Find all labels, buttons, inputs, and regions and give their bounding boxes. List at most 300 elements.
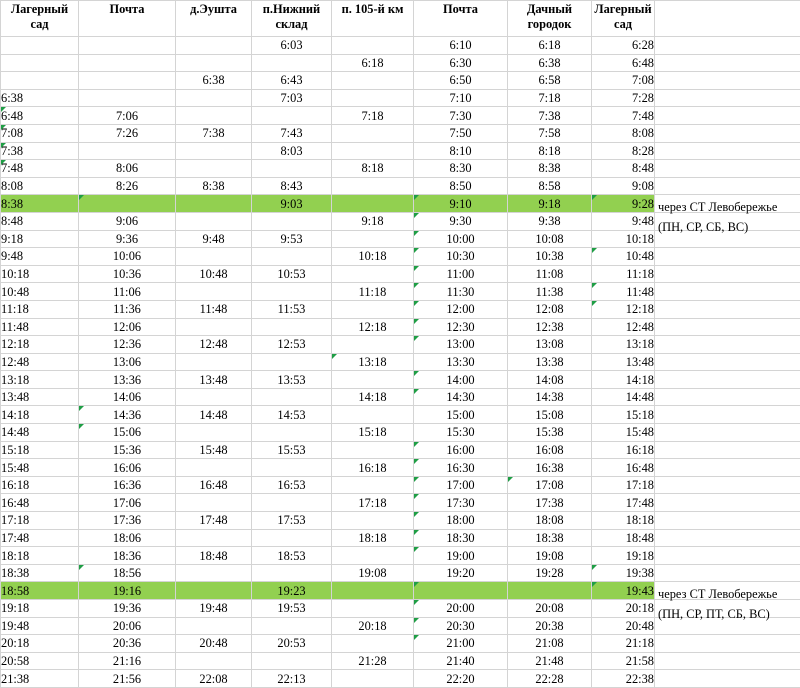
time-cell-pochta[interactable]: 11:36: [79, 300, 176, 318]
time-cell-pochta[interactable]: 12:36: [79, 336, 176, 354]
time-cell-105-km[interactable]: [332, 300, 414, 318]
header-cell-lagerny-sad-2[interactable]: Лагерный сад: [592, 1, 655, 37]
time-cell-lagerny-sad-2[interactable]: 18:18: [592, 512, 655, 530]
time-cell-pochta-2[interactable]: 9:30: [414, 212, 508, 230]
time-cell-lagerny-sad[interactable]: 13:48: [1, 388, 79, 406]
note-cell[interactable]: [655, 336, 800, 354]
time-cell-pochta[interactable]: [79, 89, 176, 107]
time-cell-pochta-2[interactable]: 7:10: [414, 89, 508, 107]
time-cell-nizhny-sklad[interactable]: [252, 459, 332, 477]
time-cell-105-km[interactable]: [332, 72, 414, 90]
time-cell-eushta[interactable]: [176, 160, 252, 178]
time-cell-dachny-gorodok[interactable]: 17:38: [508, 494, 592, 512]
time-cell-pochta-2[interactable]: 10:00: [414, 230, 508, 248]
time-cell-dachny-gorodok[interactable]: 14:08: [508, 371, 592, 389]
time-cell-pochta-2[interactable]: 14:30: [414, 388, 508, 406]
time-cell-lagerny-sad[interactable]: 18:58: [1, 582, 79, 600]
time-cell-dachny-gorodok[interactable]: 18:38: [508, 529, 592, 547]
time-cell-eushta[interactable]: [176, 195, 252, 213]
header-cell-lagerny-sad[interactable]: Лагерный сад: [1, 1, 79, 37]
time-cell-dachny-gorodok[interactable]: 8:38: [508, 160, 592, 178]
time-cell-dachny-gorodok[interactable]: 15:08: [508, 406, 592, 424]
time-cell-dachny-gorodok[interactable]: 20:38: [508, 617, 592, 635]
time-cell-pochta-2[interactable]: 8:50: [414, 177, 508, 195]
time-cell-pochta[interactable]: 15:36: [79, 441, 176, 459]
note-cell[interactable]: [655, 54, 800, 72]
time-cell-105-km[interactable]: 10:18: [332, 248, 414, 266]
time-cell-dachny-gorodok[interactable]: 9:38: [508, 212, 592, 230]
time-cell-lagerny-sad-2[interactable]: 19:43: [592, 582, 655, 600]
note-cell[interactable]: [655, 72, 800, 90]
time-cell-nizhny-sklad[interactable]: 18:53: [252, 547, 332, 565]
time-cell-105-km[interactable]: [332, 124, 414, 142]
time-cell-pochta[interactable]: 17:36: [79, 512, 176, 530]
time-cell-dachny-gorodok[interactable]: 13:08: [508, 336, 592, 354]
time-cell-eushta[interactable]: [176, 142, 252, 160]
time-cell-pochta[interactable]: 8:26: [79, 177, 176, 195]
time-cell-lagerny-sad-2[interactable]: 15:48: [592, 424, 655, 442]
time-cell-105-km[interactable]: 6:18: [332, 54, 414, 72]
time-cell-pochta[interactable]: 7:26: [79, 124, 176, 142]
time-cell-pochta[interactable]: 11:06: [79, 283, 176, 301]
time-cell-lagerny-sad[interactable]: 20:58: [1, 652, 79, 670]
time-cell-nizhny-sklad[interactable]: [252, 353, 332, 371]
time-cell-dachny-gorodok[interactable]: 17:08: [508, 476, 592, 494]
time-cell-pochta-2[interactable]: 6:30: [414, 54, 508, 72]
time-cell-pochta[interactable]: 13:36: [79, 371, 176, 389]
time-cell-lagerny-sad-2[interactable]: 20:18: [592, 600, 655, 618]
note-cell[interactable]: [655, 564, 800, 582]
time-cell-pochta[interactable]: 9:36: [79, 230, 176, 248]
time-cell-eushta[interactable]: [176, 248, 252, 266]
time-cell-eushta[interactable]: 18:48: [176, 547, 252, 565]
time-cell-dachny-gorodok[interactable]: 21:48: [508, 652, 592, 670]
time-cell-pochta-2[interactable]: 9:10: [414, 195, 508, 213]
time-cell-lagerny-sad[interactable]: [1, 37, 79, 55]
time-cell-nizhny-sklad[interactable]: [252, 617, 332, 635]
time-cell-pochta-2[interactable]: [414, 582, 508, 600]
time-cell-dachny-gorodok[interactable]: 22:28: [508, 670, 592, 688]
time-cell-105-km[interactable]: [332, 547, 414, 565]
time-cell-pochta-2[interactable]: 7:30: [414, 107, 508, 125]
time-cell-pochta[interactable]: 17:06: [79, 494, 176, 512]
time-cell-eushta[interactable]: 15:48: [176, 441, 252, 459]
time-cell-eushta[interactable]: [176, 54, 252, 72]
time-cell-pochta-2[interactable]: 18:30: [414, 529, 508, 547]
time-cell-lagerny-sad[interactable]: 19:18: [1, 600, 79, 618]
time-cell-eushta[interactable]: [176, 212, 252, 230]
time-cell-pochta-2[interactable]: 16:30: [414, 459, 508, 477]
time-cell-dachny-gorodok[interactable]: 11:38: [508, 283, 592, 301]
time-cell-dachny-gorodok[interactable]: 16:08: [508, 441, 592, 459]
time-cell-lagerny-sad-2[interactable]: 14:48: [592, 388, 655, 406]
header-cell-pochta[interactable]: Почта: [79, 1, 176, 37]
time-cell-nizhny-sklad[interactable]: [252, 107, 332, 125]
time-cell-eushta[interactable]: [176, 388, 252, 406]
time-cell-lagerny-sad-2[interactable]: 11:18: [592, 265, 655, 283]
time-cell-pochta-2[interactable]: 10:30: [414, 248, 508, 266]
time-cell-nizhny-sklad[interactable]: [252, 54, 332, 72]
time-cell-dachny-gorodok[interactable]: 7:58: [508, 124, 592, 142]
time-cell-105-km[interactable]: [332, 406, 414, 424]
time-cell-nizhny-sklad[interactable]: [252, 564, 332, 582]
time-cell-pochta[interactable]: 16:06: [79, 459, 176, 477]
time-cell-lagerny-sad-2[interactable]: 9:08: [592, 177, 655, 195]
time-cell-eushta[interactable]: 12:48: [176, 336, 252, 354]
time-cell-105-km[interactable]: 14:18: [332, 388, 414, 406]
time-cell-nizhny-sklad[interactable]: 10:53: [252, 265, 332, 283]
time-cell-lagerny-sad-2[interactable]: 12:48: [592, 318, 655, 336]
time-cell-eushta[interactable]: [176, 459, 252, 477]
header-cell-pochta-2[interactable]: Почта: [414, 1, 508, 37]
time-cell-nizhny-sklad[interactable]: [252, 424, 332, 442]
time-cell-pochta[interactable]: [79, 72, 176, 90]
time-cell-pochta[interactable]: 13:06: [79, 353, 176, 371]
time-cell-nizhny-sklad[interactable]: 9:03: [252, 195, 332, 213]
time-cell-lagerny-sad[interactable]: 6:38: [1, 89, 79, 107]
time-cell-pochta[interactable]: [79, 195, 176, 213]
note-cell[interactable]: [655, 406, 800, 424]
time-cell-lagerny-sad[interactable]: 21:38: [1, 670, 79, 688]
time-cell-105-km[interactable]: 20:18: [332, 617, 414, 635]
time-cell-pochta[interactable]: 19:16: [79, 582, 176, 600]
time-cell-dachny-gorodok[interactable]: 6:18: [508, 37, 592, 55]
time-cell-lagerny-sad-2[interactable]: 13:48: [592, 353, 655, 371]
time-cell-pochta[interactable]: 15:06: [79, 424, 176, 442]
time-cell-105-km[interactable]: [332, 177, 414, 195]
time-cell-lagerny-sad[interactable]: 10:18: [1, 265, 79, 283]
time-cell-lagerny-sad[interactable]: 10:48: [1, 283, 79, 301]
time-cell-lagerny-sad-2[interactable]: 20:48: [592, 617, 655, 635]
time-cell-pochta[interactable]: 9:06: [79, 212, 176, 230]
time-cell-eushta[interactable]: [176, 617, 252, 635]
time-cell-lagerny-sad[interactable]: 9:18: [1, 230, 79, 248]
time-cell-lagerny-sad[interactable]: 17:18: [1, 512, 79, 530]
time-cell-lagerny-sad[interactable]: 13:18: [1, 371, 79, 389]
time-cell-eushta[interactable]: 9:48: [176, 230, 252, 248]
time-cell-lagerny-sad-2[interactable]: 10:48: [592, 248, 655, 266]
time-cell-dachny-gorodok[interactable]: 6:58: [508, 72, 592, 90]
time-cell-nizhny-sklad[interactable]: [252, 494, 332, 512]
time-cell-lagerny-sad-2[interactable]: 14:18: [592, 371, 655, 389]
time-cell-dachny-gorodok[interactable]: 12:08: [508, 300, 592, 318]
time-cell-pochta[interactable]: 20:06: [79, 617, 176, 635]
time-cell-nizhny-sklad[interactable]: 20:53: [252, 635, 332, 653]
time-cell-nizhny-sklad[interactable]: [252, 388, 332, 406]
time-cell-eushta[interactable]: [176, 582, 252, 600]
header-cell-eushta[interactable]: д.Эушта: [176, 1, 252, 37]
time-cell-lagerny-sad[interactable]: 18:18: [1, 547, 79, 565]
time-cell-eushta[interactable]: [176, 494, 252, 512]
time-cell-105-km[interactable]: 9:18: [332, 212, 414, 230]
time-cell-105-km[interactable]: [332, 476, 414, 494]
time-cell-nizhny-sklad[interactable]: 12:53: [252, 336, 332, 354]
time-cell-nizhny-sklad[interactable]: [252, 652, 332, 670]
time-cell-eushta[interactable]: 22:08: [176, 670, 252, 688]
time-cell-dachny-gorodok[interactable]: 19:08: [508, 547, 592, 565]
time-cell-pochta-2[interactable]: 14:00: [414, 371, 508, 389]
time-cell-105-km[interactable]: [332, 635, 414, 653]
time-cell-105-km[interactable]: 11:18: [332, 283, 414, 301]
time-cell-105-km[interactable]: [332, 441, 414, 459]
time-cell-dachny-gorodok[interactable]: 14:38: [508, 388, 592, 406]
time-cell-pochta-2[interactable]: 8:10: [414, 142, 508, 160]
note-cell[interactable]: [655, 318, 800, 336]
time-cell-nizhny-sklad[interactable]: [252, 318, 332, 336]
time-cell-eushta[interactable]: [176, 652, 252, 670]
note-cell[interactable]: [655, 494, 800, 512]
note-cell[interactable]: [655, 371, 800, 389]
time-cell-nizhny-sklad[interactable]: [252, 212, 332, 230]
note-cell[interactable]: [655, 353, 800, 371]
time-cell-eushta[interactable]: 11:48: [176, 300, 252, 318]
time-cell-nizhny-sklad[interactable]: 14:53: [252, 406, 332, 424]
time-cell-dachny-gorodok[interactable]: 16:38: [508, 459, 592, 477]
time-cell-105-km[interactable]: [332, 195, 414, 213]
time-cell-lagerny-sad-2[interactable]: 7:28: [592, 89, 655, 107]
time-cell-pochta[interactable]: 12:06: [79, 318, 176, 336]
time-cell-lagerny-sad-2[interactable]: 9:48: [592, 212, 655, 230]
time-cell-lagerny-sad-2[interactable]: 6:28: [592, 37, 655, 55]
time-cell-pochta-2[interactable]: 15:00: [414, 406, 508, 424]
time-cell-eushta[interactable]: [176, 353, 252, 371]
time-cell-lagerny-sad-2[interactable]: 17:18: [592, 476, 655, 494]
time-cell-lagerny-sad-2[interactable]: 19:38: [592, 564, 655, 582]
time-cell-nizhny-sklad[interactable]: 16:53: [252, 476, 332, 494]
time-cell-nizhny-sklad[interactable]: 17:53: [252, 512, 332, 530]
time-cell-eushta[interactable]: [176, 529, 252, 547]
time-cell-pochta[interactable]: 10:36: [79, 265, 176, 283]
time-cell-105-km[interactable]: 19:08: [332, 564, 414, 582]
note-cell[interactable]: [655, 124, 800, 142]
time-cell-pochta[interactable]: 21:56: [79, 670, 176, 688]
time-cell-eushta[interactable]: 20:48: [176, 635, 252, 653]
note-cell[interactable]: [655, 424, 800, 442]
time-cell-lagerny-sad[interactable]: [1, 72, 79, 90]
time-cell-lagerny-sad-2[interactable]: 18:48: [592, 529, 655, 547]
note-cell[interactable]: [655, 547, 800, 565]
time-cell-105-km[interactable]: [332, 336, 414, 354]
time-cell-lagerny-sad[interactable]: 7:08: [1, 124, 79, 142]
time-cell-105-km[interactable]: [332, 582, 414, 600]
time-cell-105-km[interactable]: 18:18: [332, 529, 414, 547]
time-cell-105-km[interactable]: [332, 600, 414, 618]
time-cell-lagerny-sad-2[interactable]: 16:18: [592, 441, 655, 459]
time-cell-pochta-2[interactable]: 17:00: [414, 476, 508, 494]
note-cell[interactable]: [655, 177, 800, 195]
time-cell-105-km[interactable]: [332, 37, 414, 55]
time-cell-lagerny-sad[interactable]: 15:48: [1, 459, 79, 477]
time-cell-eushta[interactable]: [176, 318, 252, 336]
time-cell-nizhny-sklad[interactable]: 19:53: [252, 600, 332, 618]
time-cell-lagerny-sad-2[interactable]: 19:18: [592, 547, 655, 565]
time-cell-105-km[interactable]: [332, 265, 414, 283]
time-cell-pochta-2[interactable]: 19:20: [414, 564, 508, 582]
note-cell[interactable]: [655, 283, 800, 301]
note-cell[interactable]: [655, 529, 800, 547]
time-cell-nizhny-sklad[interactable]: [252, 529, 332, 547]
time-cell-pochta-2[interactable]: 18:00: [414, 512, 508, 530]
time-cell-lagerny-sad-2[interactable]: 21:58: [592, 652, 655, 670]
time-cell-eushta[interactable]: 17:48: [176, 512, 252, 530]
time-cell-nizhny-sklad[interactable]: 6:43: [252, 72, 332, 90]
time-cell-pochta-2[interactable]: 22:20: [414, 670, 508, 688]
time-cell-pochta-2[interactable]: 6:10: [414, 37, 508, 55]
time-cell-pochta-2[interactable]: 12:30: [414, 318, 508, 336]
time-cell-lagerny-sad-2[interactable]: 8:28: [592, 142, 655, 160]
time-cell-pochta-2[interactable]: 21:40: [414, 652, 508, 670]
header-cell-nizhny-sklad[interactable]: п.Нижний склад: [252, 1, 332, 37]
time-cell-pochta[interactable]: [79, 54, 176, 72]
header-cell-105-km[interactable]: п. 105-й км: [332, 1, 414, 37]
note-cell[interactable]: [655, 635, 800, 653]
time-cell-lagerny-sad-2[interactable]: 16:48: [592, 459, 655, 477]
time-cell-pochta[interactable]: 19:36: [79, 600, 176, 618]
time-cell-eushta[interactable]: [176, 107, 252, 125]
time-cell-lagerny-sad-2[interactable]: 15:18: [592, 406, 655, 424]
time-cell-pochta-2[interactable]: 13:00: [414, 336, 508, 354]
time-cell-dachny-gorodok[interactable]: 12:38: [508, 318, 592, 336]
time-cell-lagerny-sad-2[interactable]: 12:18: [592, 300, 655, 318]
time-cell-eushta[interactable]: 14:48: [176, 406, 252, 424]
time-cell-lagerny-sad-2[interactable]: 22:38: [592, 670, 655, 688]
time-cell-105-km[interactable]: 13:18: [332, 353, 414, 371]
time-cell-lagerny-sad[interactable]: 20:18: [1, 635, 79, 653]
time-cell-lagerny-sad[interactable]: 11:48: [1, 318, 79, 336]
time-cell-lagerny-sad[interactable]: 14:48: [1, 424, 79, 442]
note-cell[interactable]: [655, 459, 800, 477]
time-cell-105-km[interactable]: [332, 230, 414, 248]
time-cell-lagerny-sad[interactable]: 16:48: [1, 494, 79, 512]
time-cell-pochta[interactable]: 21:16: [79, 652, 176, 670]
time-cell-eushta[interactable]: [176, 564, 252, 582]
time-cell-105-km[interactable]: [332, 670, 414, 688]
time-cell-pochta-2[interactable]: 17:30: [414, 494, 508, 512]
time-cell-105-km[interactable]: 12:18: [332, 318, 414, 336]
time-cell-nizhny-sklad[interactable]: [252, 160, 332, 178]
time-cell-eushta[interactable]: [176, 283, 252, 301]
note-cell[interactable]: [655, 476, 800, 494]
time-cell-pochta[interactable]: 14:06: [79, 388, 176, 406]
time-cell-eushta[interactable]: 13:48: [176, 371, 252, 389]
time-cell-pochta[interactable]: 14:36: [79, 406, 176, 424]
time-cell-dachny-gorodok[interactable]: 13:38: [508, 353, 592, 371]
time-cell-105-km[interactable]: [332, 142, 414, 160]
note-cell[interactable]: [655, 670, 800, 688]
note-cell[interactable]: [655, 265, 800, 283]
note-cell[interactable]: [655, 89, 800, 107]
time-cell-105-km[interactable]: [332, 89, 414, 107]
note-cell[interactable]: [655, 37, 800, 55]
time-cell-105-km[interactable]: 15:18: [332, 424, 414, 442]
note-cell[interactable]: [655, 142, 800, 160]
route-note-cell[interactable]: [655, 195, 800, 213]
time-cell-lagerny-sad-2[interactable]: 10:18: [592, 230, 655, 248]
note-cell[interactable]: [655, 652, 800, 670]
time-cell-pochta[interactable]: 8:06: [79, 160, 176, 178]
time-cell-eushta[interactable]: 6:38: [176, 72, 252, 90]
time-cell-nizhny-sklad[interactable]: 22:13: [252, 670, 332, 688]
time-cell-pochta[interactable]: 18:36: [79, 547, 176, 565]
time-cell-dachny-gorodok[interactable]: 15:38: [508, 424, 592, 442]
time-cell-nizhny-sklad[interactable]: 15:53: [252, 441, 332, 459]
time-cell-nizhny-sklad[interactable]: 11:53: [252, 300, 332, 318]
time-cell-eushta[interactable]: 19:48: [176, 600, 252, 618]
time-cell-lagerny-sad-2[interactable]: 7:08: [592, 72, 655, 90]
note-cell[interactable]: [655, 300, 800, 318]
time-cell-pochta[interactable]: 18:06: [79, 529, 176, 547]
time-cell-lagerny-sad[interactable]: 7:48: [1, 160, 79, 178]
time-cell-nizhny-sklad[interactable]: [252, 248, 332, 266]
time-cell-nizhny-sklad[interactable]: 19:23: [252, 582, 332, 600]
time-cell-dachny-gorodok[interactable]: 9:18: [508, 195, 592, 213]
time-cell-eushta[interactable]: [176, 37, 252, 55]
time-cell-pochta-2[interactable]: 20:30: [414, 617, 508, 635]
time-cell-105-km[interactable]: 16:18: [332, 459, 414, 477]
time-cell-pochta[interactable]: 7:06: [79, 107, 176, 125]
time-cell-dachny-gorodok[interactable]: 19:28: [508, 564, 592, 582]
time-cell-pochta-2[interactable]: 7:50: [414, 124, 508, 142]
time-cell-lagerny-sad-2[interactable]: 7:48: [592, 107, 655, 125]
time-cell-lagerny-sad[interactable]: 18:38: [1, 564, 79, 582]
time-cell-eushta[interactable]: 10:48: [176, 265, 252, 283]
time-cell-lagerny-sad[interactable]: 11:18: [1, 300, 79, 318]
time-cell-lagerny-sad[interactable]: 17:48: [1, 529, 79, 547]
time-cell-pochta[interactable]: 16:36: [79, 476, 176, 494]
note-cell[interactable]: [655, 107, 800, 125]
time-cell-dachny-gorodok[interactable]: 6:38: [508, 54, 592, 72]
time-cell-lagerny-sad-2[interactable]: 13:18: [592, 336, 655, 354]
time-cell-pochta-2[interactable]: 15:30: [414, 424, 508, 442]
time-cell-lagerny-sad-2[interactable]: 8:08: [592, 124, 655, 142]
time-cell-105-km[interactable]: 8:18: [332, 160, 414, 178]
time-cell-nizhny-sklad[interactable]: 6:03: [252, 37, 332, 55]
time-cell-nizhny-sklad[interactable]: [252, 283, 332, 301]
time-cell-lagerny-sad[interactable]: 15:18: [1, 441, 79, 459]
time-cell-dachny-gorodok[interactable]: 7:38: [508, 107, 592, 125]
time-cell-pochta-2[interactable]: 12:00: [414, 300, 508, 318]
time-cell-lagerny-sad[interactable]: 8:38: [1, 195, 79, 213]
time-cell-eushta[interactable]: [176, 89, 252, 107]
time-cell-lagerny-sad[interactable]: 19:48: [1, 617, 79, 635]
time-cell-105-km[interactable]: 7:18: [332, 107, 414, 125]
time-cell-lagerny-sad-2[interactable]: 6:48: [592, 54, 655, 72]
note-cell[interactable]: [655, 441, 800, 459]
time-cell-dachny-gorodok[interactable]: 7:18: [508, 89, 592, 107]
route-note-cell[interactable]: [655, 582, 800, 600]
time-cell-dachny-gorodok[interactable]: 8:58: [508, 177, 592, 195]
time-cell-lagerny-sad[interactable]: 14:18: [1, 406, 79, 424]
note-cell[interactable]: [655, 512, 800, 530]
time-cell-dachny-gorodok[interactable]: 20:08: [508, 600, 592, 618]
note-cell[interactable]: [655, 388, 800, 406]
time-cell-pochta-2[interactable]: 20:00: [414, 600, 508, 618]
time-cell-lagerny-sad[interactable]: 8:48: [1, 212, 79, 230]
time-cell-lagerny-sad-2[interactable]: 9:28: [592, 195, 655, 213]
time-cell-lagerny-sad-2[interactable]: 21:18: [592, 635, 655, 653]
note-cell[interactable]: [655, 248, 800, 266]
time-cell-dachny-gorodok[interactable]: [508, 582, 592, 600]
time-cell-nizhny-sklad[interactable]: 7:43: [252, 124, 332, 142]
time-cell-lagerny-sad[interactable]: 12:18: [1, 336, 79, 354]
time-cell-lagerny-sad[interactable]: 12:48: [1, 353, 79, 371]
time-cell-105-km[interactable]: 17:18: [332, 494, 414, 512]
time-cell-pochta[interactable]: 10:06: [79, 248, 176, 266]
time-cell-pochta[interactable]: [79, 142, 176, 160]
time-cell-pochta[interactable]: [79, 37, 176, 55]
header-cell-dachny-gorodok[interactable]: Дачный городок: [508, 1, 592, 37]
time-cell-eushta[interactable]: 16:48: [176, 476, 252, 494]
